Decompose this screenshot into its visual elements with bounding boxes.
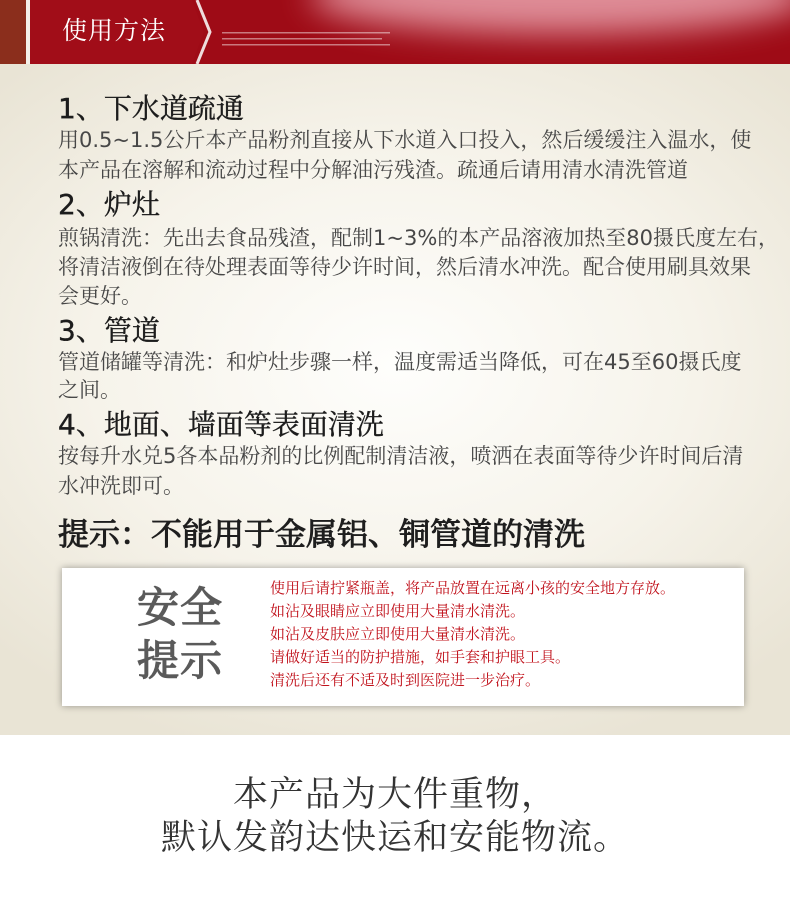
header-title: 使用方法 bbox=[62, 16, 167, 45]
shipping-line-1: 本产品为大件重物， bbox=[232, 775, 557, 815]
shipping-line-2: 默认发韵达快运和安能物流。 bbox=[160, 818, 629, 858]
safety-notice-box bbox=[62, 568, 744, 706]
safety-title-line2: 提示 bbox=[137, 636, 224, 685]
section-text-line: 会更好。 bbox=[58, 284, 142, 308]
section-heading-drain: 1、下水道疏通 bbox=[58, 92, 244, 125]
section-text-line: 管道储罐等清洗：和炉灶步骤一样，温度需适当降低，可在45至60摄氏度 bbox=[58, 350, 742, 374]
safety-item: 使用后请拧紧瓶盖，将产品放置在远离小孩的安全地方存放。 bbox=[270, 579, 676, 597]
shipping-notice bbox=[0, 735, 790, 897]
section-heading-surfaces: 4、地面、墙面等表面清洗 bbox=[58, 408, 384, 441]
section-text-line: 之间。 bbox=[58, 378, 121, 402]
section-text-line: 本产品在溶解和流动过程中分解油污残渣。疏通后请用清水清洗管道 bbox=[58, 158, 688, 182]
warning-tip: 提示：不能用于金属铝、铜管道的清洗 bbox=[58, 517, 585, 553]
safety-item: 清洗后还有不适及时到医院进一步治疗。 bbox=[270, 671, 541, 689]
section-text-line: 将清洁液倒在待处理表面等待少许时间，然后清水冲洗。配合使用刷具效果 bbox=[58, 255, 751, 279]
safety-title-line1: 安全 bbox=[137, 583, 224, 632]
safety-item: 请做好适当的防护措施，如手套和护眼工具。 bbox=[270, 648, 571, 666]
safety-item: 如沾及皮肤应立即使用大量清水清洗。 bbox=[270, 625, 526, 643]
usage-content-area bbox=[0, 64, 790, 735]
section-text-line: 按每升水兑5各本品粉剂的比例配制清洁液，喷洒在表面等待少许时间后清 bbox=[58, 444, 744, 468]
section-text-line: 煎锅清洗：先出去食品残渣，配制1~3%的本产品溶液加热至80摄氏度左右， bbox=[58, 226, 779, 250]
section-text-line: 水冲洗即可。 bbox=[58, 474, 184, 498]
section-heading-stove: 2、炉灶 bbox=[58, 188, 160, 221]
section-heading-pipes: 3、管道 bbox=[58, 314, 160, 347]
safety-item: 如沾及眼睛应立即使用大量清水清洗。 bbox=[270, 602, 526, 620]
section-text-line: 用0.5~1.5公斤本产品粉剂直接从下水道入口投入，然后缓缓注入温水，使 bbox=[58, 128, 752, 152]
header-banner bbox=[0, 0, 790, 64]
